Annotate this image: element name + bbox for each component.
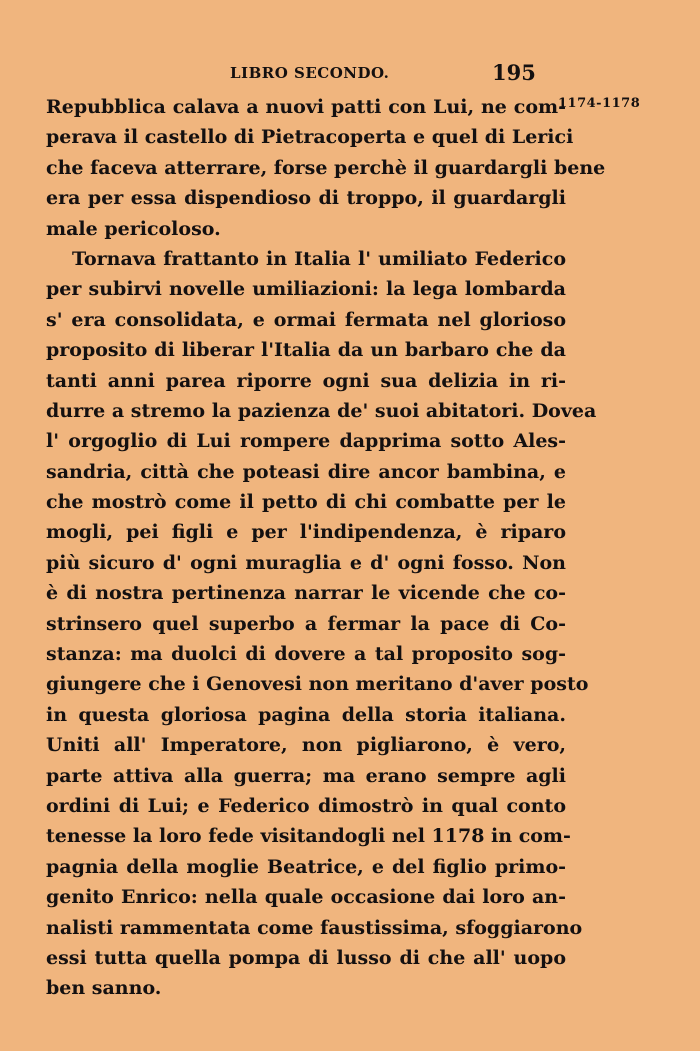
text-line: che faceva atterrare, forse perchè il guardargli bene <box>46 156 606 179</box>
text-line: più sicuro d' ogni muraglia e d' ogni fosso. Non <box>46 551 566 574</box>
text-line: genito Enrico: nella quale occasione dai loro an- <box>46 886 566 909</box>
text-line: giungere che i Genovesi non meritano d'aver posto <box>46 673 589 696</box>
text-line: Uniti all' Imperatore, non pigliarono, è vero, <box>46 734 566 757</box>
text-line: pagnia della moglie Beatrice, e del figlio primo- <box>46 855 566 878</box>
text-line: ordini di Lui; e Federico dimostrò in qual conto <box>46 794 566 817</box>
text-line: tenesse la loro fede visitandogli nel 1178 in com- <box>46 825 571 848</box>
text-line: parte attiva alla guerra; ma erano sempre agli <box>46 764 566 787</box>
text-line: nalisti rammentata come faustissima, sfoggiarono <box>46 916 583 939</box>
text-line: per subirvi novelle umiliazioni: la lega lombarda <box>46 278 566 301</box>
text-line: Repubblica calava a nuovi patti con Lui, ne com- <box>46 96 566 118</box>
text-line: durre a stremo la pazienza de' suoi abitatori. Dovea <box>46 399 597 422</box>
running-head: LIBRO SECONDO. <box>230 64 390 82</box>
text-line: sandria, città che poteasi dire ancor bambina, e <box>46 460 566 483</box>
text-line: s' era consolidata, e ormai fermata nel glorioso <box>46 308 566 331</box>
text-line: che mostrò come il petto di chi combatte per le <box>46 491 566 514</box>
text-line: è di nostra pertinenza narrar le vicende che co- <box>46 582 566 605</box>
text-line: ben sanno. <box>46 977 162 1000</box>
text-line: male pericoloso. <box>46 217 221 240</box>
text-line: proposito di liberar l'Italia da un barbaro che da <box>46 339 566 362</box>
text-line: tanti anni parea riporre ogni sua delizia in ri- <box>46 369 566 392</box>
page-header <box>0 60 700 88</box>
text-line: perava il castello di Pietracoperta e quel di Lerici <box>46 126 574 149</box>
text-line: era per essa dispendioso di troppo, il guardargli <box>46 187 566 210</box>
page-number: 195 <box>492 60 536 85</box>
text-line: stanza: ma duolci di dovere a tal proposito sog- <box>46 643 566 666</box>
text-line: in questa gloriosa pagina della storia italiana. <box>46 703 566 726</box>
text-line: essi tutta quella pompa di lusso di che all' uopo <box>46 946 566 969</box>
text-line: l' orgoglio di Lui rompere dapprima sotto Ales- <box>46 430 566 453</box>
margin-date-note: 1174-1178 <box>558 96 641 111</box>
text-line: mogli, pei figli e per l'indipendenza, è riparo <box>46 521 566 544</box>
text-line: strinsero quel superbo a fermar la pace di Co- <box>46 612 566 635</box>
text-line: Tornava frattanto in Italia l' umiliato Federico <box>72 247 566 270</box>
